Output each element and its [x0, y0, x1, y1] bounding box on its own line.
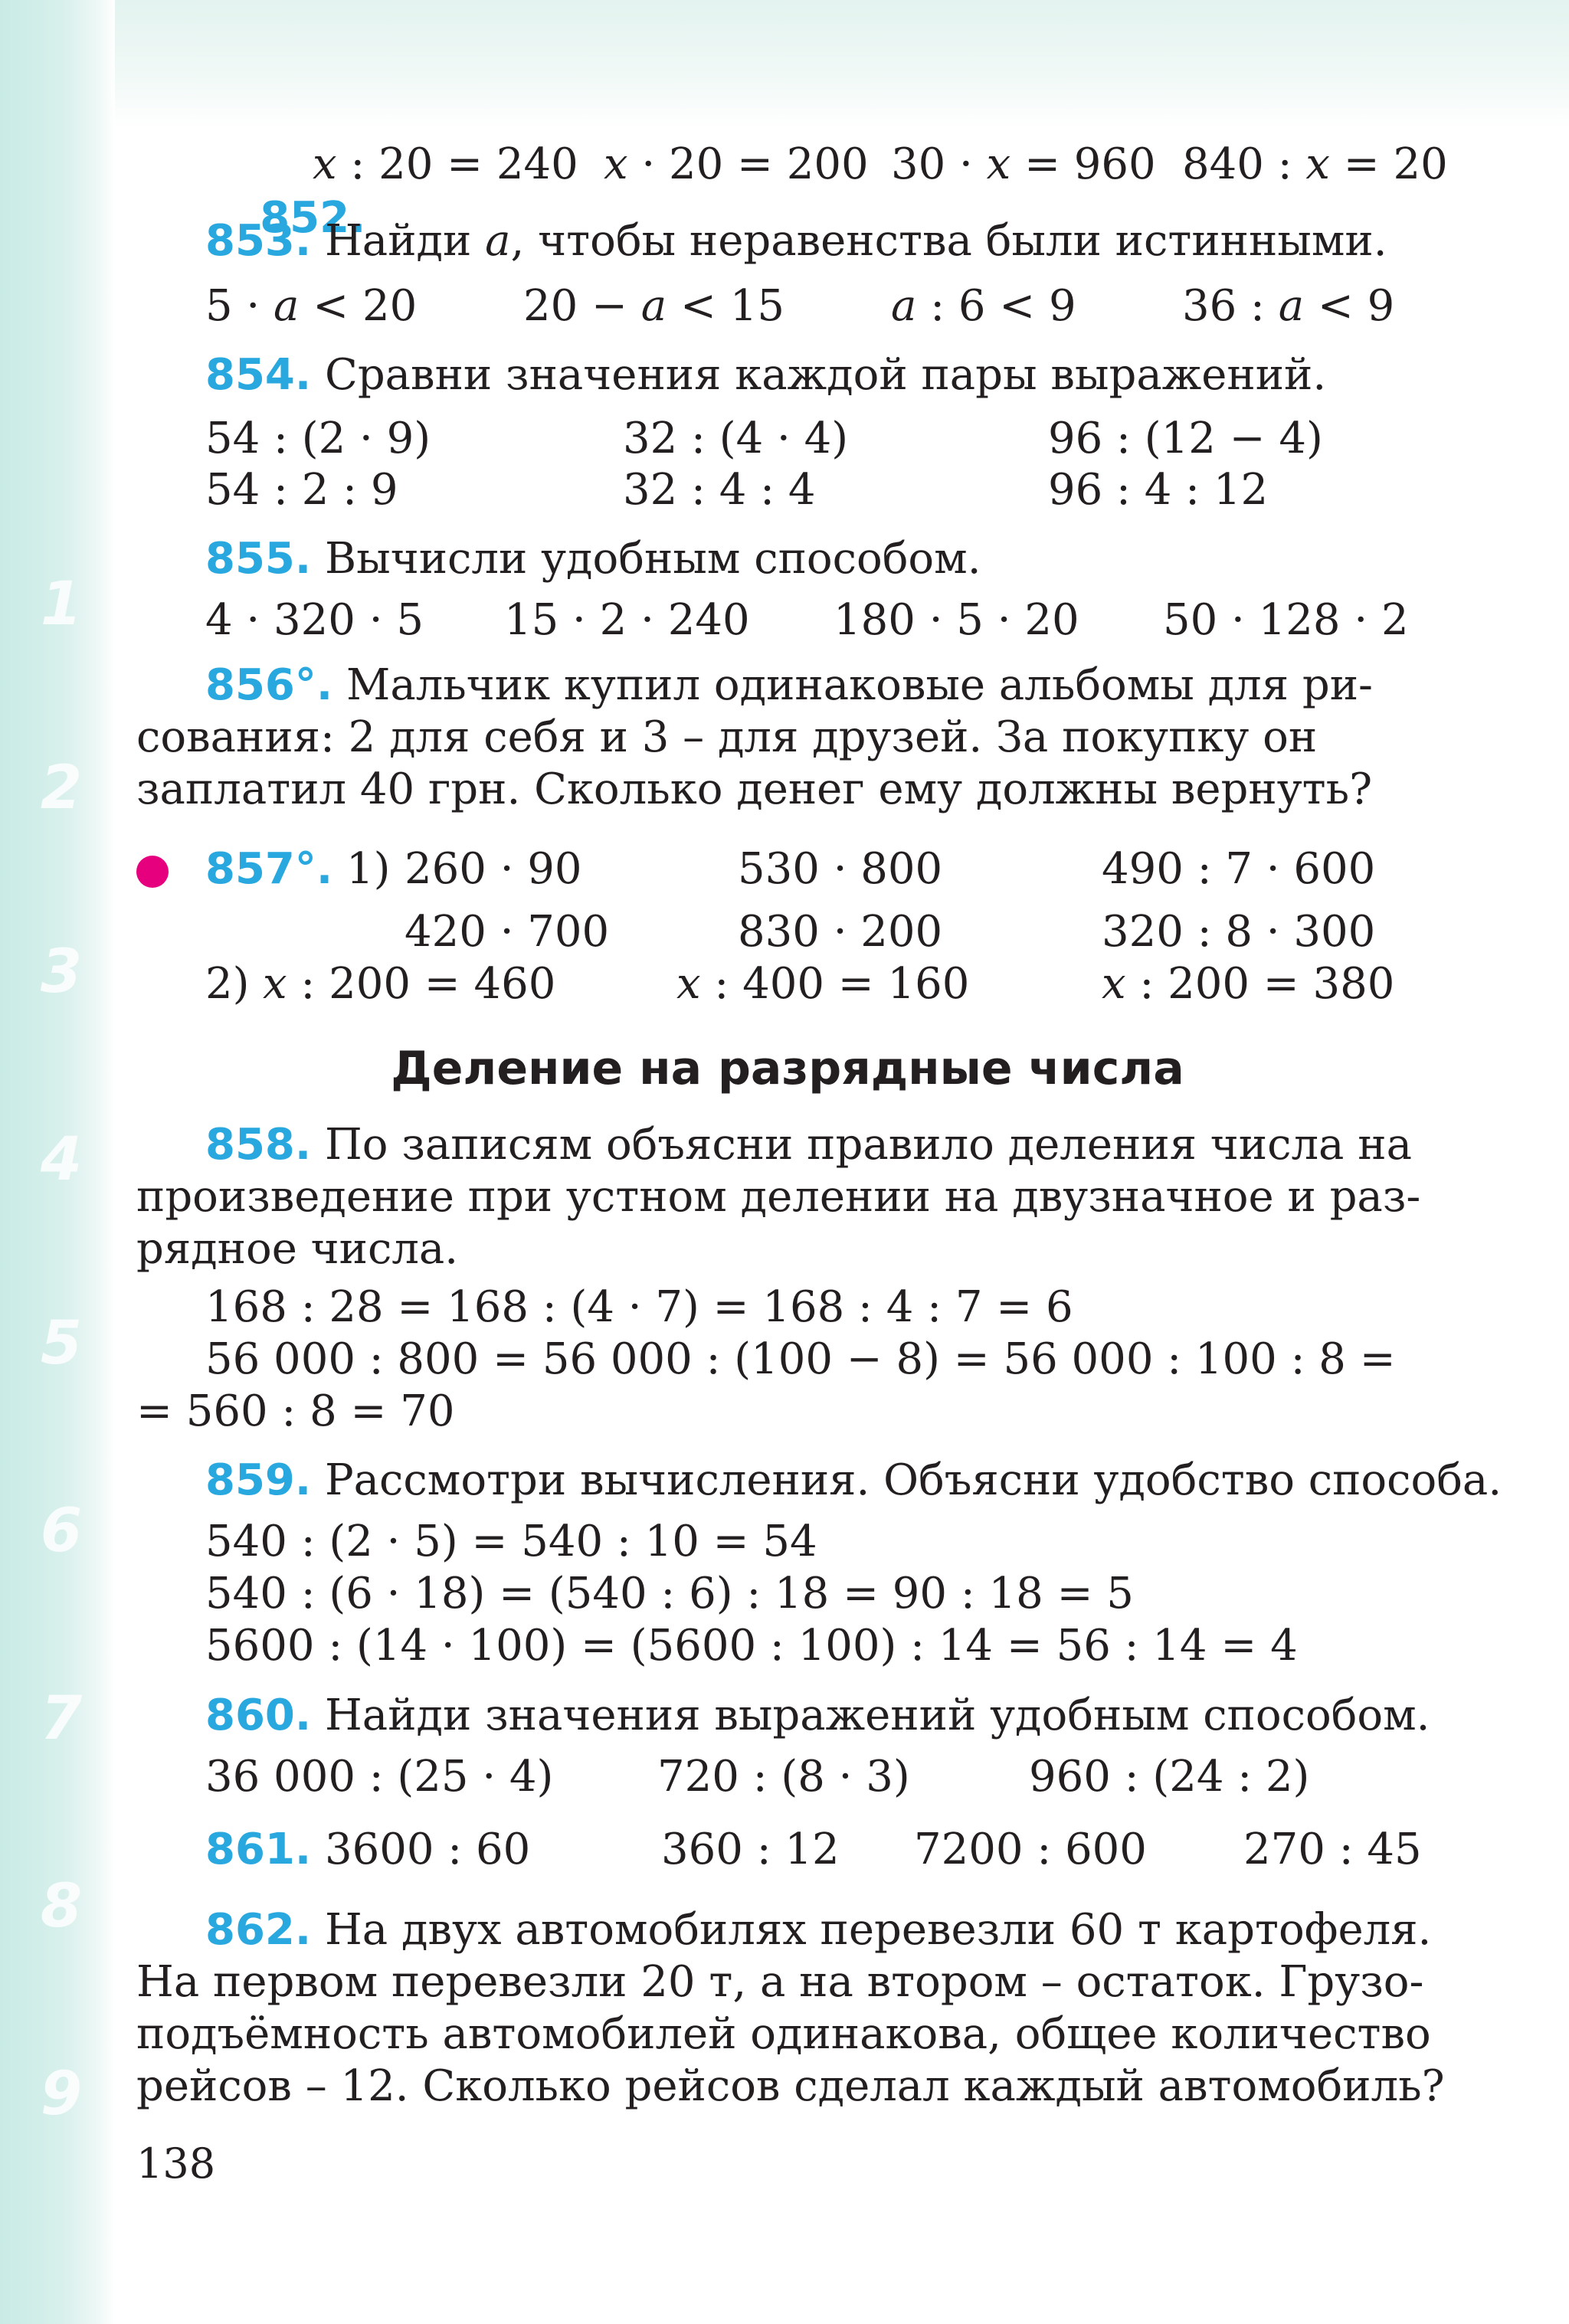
expression: 720 : (8 · 3) — [657, 1752, 910, 1802]
chapter-tab-2: 2 — [40, 754, 83, 823]
text-line: подъёмность автомобилей одинакова, общее количество — [136, 2009, 1431, 2059]
expression: 180 · 5 · 20 — [834, 595, 1079, 645]
text-line: рядное числа. — [136, 1224, 459, 1274]
part-label: 2) — [205, 959, 250, 1009]
text-line: На первом перевезли 20 т, а на втором – остаток. Грузо- — [136, 1957, 1424, 2007]
exercise-856: 856°. Мальчик купил одинаковые альбомы для ри- — [205, 660, 1373, 710]
chapter-tab-5: 5 — [40, 1309, 83, 1378]
chapter-tab-7: 7 — [40, 1684, 83, 1753]
exercise-number: 861. — [205, 1825, 312, 1874]
calculation: 5600 : (14 · 100) = (5600 : 100) : 14 = 56 : 14 = 4 — [205, 1621, 1298, 1671]
chapter-tab-3: 3 — [40, 938, 83, 1007]
expression: 96 : 4 : 12 — [1048, 465, 1269, 515]
equation: x : 200 = 460 — [263, 959, 556, 1009]
expression: 4 · 320 · 5 — [205, 595, 424, 645]
exercise-number: 854. — [205, 350, 312, 400]
exercise-number: 855. — [205, 534, 312, 584]
calculation: 168 : 28 = 168 : (4 · 7) = 168 : 4 : 7 = 6 — [205, 1282, 1073, 1332]
expression: 360 : 12 — [661, 1825, 840, 1874]
equation: 30 · x = 960 — [891, 139, 1156, 189]
inequality: a : 6 < 9 — [891, 281, 1076, 331]
text-line: сования: 2 для себя и 3 – для друзей. За покупку он — [136, 712, 1318, 762]
expression: 260 · 90 — [405, 844, 582, 894]
equation: x : 400 = 160 — [676, 959, 970, 1009]
expression: 420 · 700 — [405, 907, 610, 957]
expression: 36 000 : (25 · 4) — [205, 1752, 554, 1802]
exercise-858: 858. По записям объясни правило деления числа на — [205, 1120, 1412, 1170]
equation: x : 200 = 380 — [1102, 959, 1395, 1009]
inequality: 20 − a < 15 — [523, 281, 784, 331]
exercise-855: 855. Вычисли удобным способом. — [205, 534, 981, 584]
chapter-tab-6: 6 — [40, 1497, 83, 1566]
exercise-number: 852. — [260, 193, 366, 243]
top-color-band — [0, 0, 1569, 129]
expression: 32 : (4 · 4) — [623, 414, 849, 463]
exercise-number: 857°. — [205, 844, 333, 894]
exercise-859: 859. Рассмотри вычисления. Объясни удобство способа. — [205, 1455, 1502, 1505]
exercise-number: 856°. — [205, 660, 333, 710]
expression: 490 : 7 · 600 — [1102, 844, 1376, 894]
calculation: = 560 : 8 = 70 — [136, 1386, 455, 1436]
equation: x · 20 = 200 — [604, 139, 869, 189]
calculation: 540 : (2 · 5) = 540 : 10 = 54 — [205, 1517, 817, 1566]
expression: 54 : (2 · 9) — [205, 414, 431, 463]
calculation: 540 : (6 · 18) = (540 : 6) : 18 = 90 : 18 = 5 — [205, 1569, 1134, 1619]
expression: 960 : (24 : 2) — [1029, 1752, 1310, 1802]
inequality: 36 : a < 9 — [1182, 281, 1395, 331]
exercise-number: 853. — [205, 216, 312, 266]
chapter-tab-9: 9 — [40, 2060, 83, 2129]
exercise-861: 861. 3600 : 60 — [205, 1825, 531, 1874]
exercise-number: 862. — [205, 1905, 312, 1955]
expression: 15 · 2 · 240 — [504, 595, 750, 645]
inequality: 5 · a < 20 — [205, 281, 418, 331]
bullet-marker-icon — [136, 856, 169, 888]
exercise-853: 853. Найди a, чтобы неравенства были истинными. — [205, 216, 1387, 266]
expression: 270 : 45 — [1243, 1825, 1422, 1874]
left-color-band — [0, 0, 115, 2324]
expression: 7200 : 600 — [914, 1825, 1147, 1874]
section-heading: Деление на разрядные числа — [391, 1042, 1184, 1095]
text-line: рейсов – 12. Сколько рейсов сделал каждый автомобиль? — [136, 2061, 1445, 2111]
expression: 54 : 2 : 9 — [205, 465, 398, 515]
text-line: заплатил 40 грн. Сколько денег ему должны вернуть? — [136, 764, 1373, 814]
exercise-number: 859. — [205, 1455, 312, 1505]
expression: 96 : (12 − 4) — [1048, 414, 1323, 463]
equation: 840 : x = 20 — [1182, 139, 1448, 189]
calculation: 56 000 : 800 = 56 000 : (100 − 8) = 56 000 : 100 : 8 = — [205, 1334, 1396, 1384]
expression: 530 · 800 — [738, 844, 943, 894]
exercise-862: 862. На двух автомобилях перевезли 60 т картофеля. — [205, 1905, 1432, 1955]
expression: 50 · 128 · 2 — [1163, 595, 1409, 645]
exercise-860: 860. Найди значения выражений удобным способом. — [205, 1691, 1430, 1740]
chapter-tab-8: 8 — [40, 1872, 83, 1941]
expression: 830 · 200 — [738, 907, 943, 957]
exercise-number: 858. — [205, 1120, 312, 1170]
equation: x : 20 = 240 — [313, 139, 578, 189]
expression: 320 : 8 · 300 — [1102, 907, 1376, 957]
chapter-tab-1: 1 — [40, 570, 83, 639]
page-number: 138 — [136, 2139, 216, 2188]
exercise-857: 857°. 1) — [205, 844, 391, 894]
exercise-854: 854. Сравни значения каждой пары выражений. — [205, 350, 1327, 400]
exercise-number: 860. — [205, 1691, 312, 1740]
expression: 32 : 4 : 4 — [623, 465, 816, 515]
chapter-tab-4: 4 — [40, 1125, 83, 1194]
text-line: произведение при устном делении на двузначное и раз- — [136, 1172, 1421, 1222]
